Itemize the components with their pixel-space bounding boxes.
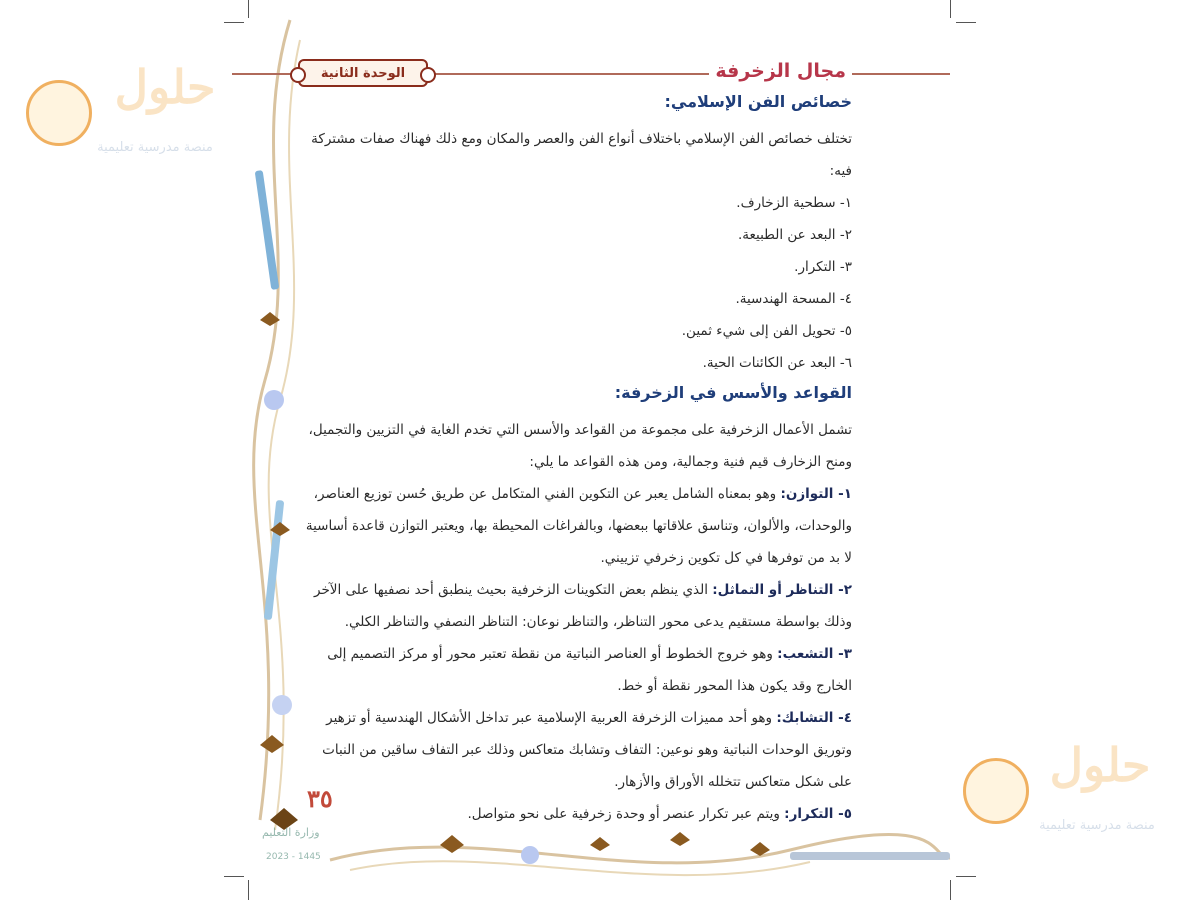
list-item: ٣- التكرار.: [794, 259, 852, 275]
rule-number: ٢-: [833, 582, 852, 598]
unit-badge: الوحدة الثانية: [298, 59, 428, 87]
bottom-border-decoration: [230, 800, 960, 900]
rules-intro: تشمل الأعمال الزخرفية على مجموعة من القواعد والأسس التي تخدم الغاية في التزيين والتجميل، ومنح الزخارف قيم فنية وجمالية، ومن هذه القواعد ما يلي:: [308, 422, 852, 470]
rule-text: الذي ينظم بعض التكوينات الزخرفية بحيث ينطبق أحد نصفيها على الآخر وذلك بواسطة مستقيم يدعى محور التناظر، والتناظر نوعان: التناظر النصفي والتناظر الكلي.: [314, 582, 852, 630]
section-title: مجال الزخرفة: [709, 60, 852, 82]
rule-item: [300, 638, 852, 702]
rule-text: وهو خروج الخطوط أو العناصر النباتية من نقطة تعتبر محور أو مركز التصميم إلى الخارج وقد يكون هذا المحور نقطة أو خط.: [327, 646, 852, 694]
rule-term: التكرار:: [784, 806, 834, 822]
rule-text: وهو أحد مميزات الزخرفة العربية الإسلامية عبر تداخل الأشكال الهندسية أو تزهير وتوريق الوحدات النباتية وهو نوعين: التفاف وتشابك متعاكس وذلك عبر التفاف ساقين من النبات على شكل متعاكس تتخلله الأوراق والأزهار.: [322, 710, 852, 790]
rule-item: [300, 574, 852, 638]
watermark-emblem-icon: [26, 80, 92, 146]
rule-number: ٥-: [833, 806, 852, 822]
rule-text: وهو بمعناه الشامل يعبر عن التكوين الفني المتكامل عن طريق حُسن توزيع العناصر، والوحدات، والألوان، وتناسق علاقاتها ببعضها، وبالفراغات المحيطة بها، ويعتبر التوازن قاعدة أساسية لا بد من توفرها في كل تكوين زخرفي تزييني.: [305, 486, 852, 566]
characteristics-intro: تختلف خصائص الفن الإسلامي باختلاف أنواع الفن والعصر والمكان ومع ذلك فهناك صفات مشتركة فيه:: [311, 131, 852, 179]
watermark-tagline: منصة مدرسية تعليمية: [97, 140, 213, 155]
rule-item: [300, 478, 852, 574]
rule-number: ٣-: [833, 646, 852, 662]
list-item: ٥- تحويل الفن إلى شيء ثمين.: [681, 323, 852, 339]
rule-term: التشعب:: [777, 646, 834, 662]
list-item: ٤- المسحة الهندسية.: [735, 291, 852, 307]
rule-term: التشابك:: [776, 710, 834, 726]
list-item: ١- سطحية الزخارف.: [736, 195, 852, 211]
watermark-emblem-icon: [963, 758, 1029, 824]
crop-mark: [950, 0, 951, 18]
watermark-logo: حلول: [1049, 738, 1151, 792]
characteristics-list: [300, 187, 852, 379]
header-rule: [430, 73, 950, 75]
watermark-bottom-right: [1025, 738, 1175, 792]
rule-number: ١-: [833, 486, 852, 502]
rules-heading: القواعد والأسس في الزخرفة:: [614, 383, 852, 402]
rule-number: ٤-: [833, 710, 852, 726]
characteristics-heading: خصائص الفن الإسلامي:: [664, 92, 852, 111]
ministry-logo-text: وزارة التعليم: [262, 826, 320, 839]
watermark-top-left: [90, 60, 240, 114]
rule-term: التوازن:: [780, 486, 834, 502]
watermark-logo: حلول: [114, 60, 216, 114]
crop-mark: [956, 22, 976, 23]
rule-item: [300, 702, 852, 798]
page-number: ٣٥: [307, 784, 333, 813]
watermark-tagline: منصة مدرسية تعليمية: [1039, 818, 1155, 833]
main-content: [300, 88, 852, 830]
list-item: ٢- البعد عن الطبيعة.: [737, 227, 852, 243]
edition-year: 2023 - 1445: [266, 852, 321, 862]
rule-text: ويتم عبر تكرار عنصر أو وحدة زخرفية على نحو متواصل.: [467, 806, 785, 822]
rule-term: التناظر أو التماثل:: [712, 582, 834, 598]
list-item: ٦- البعد عن الكائنات الحية.: [702, 355, 852, 371]
